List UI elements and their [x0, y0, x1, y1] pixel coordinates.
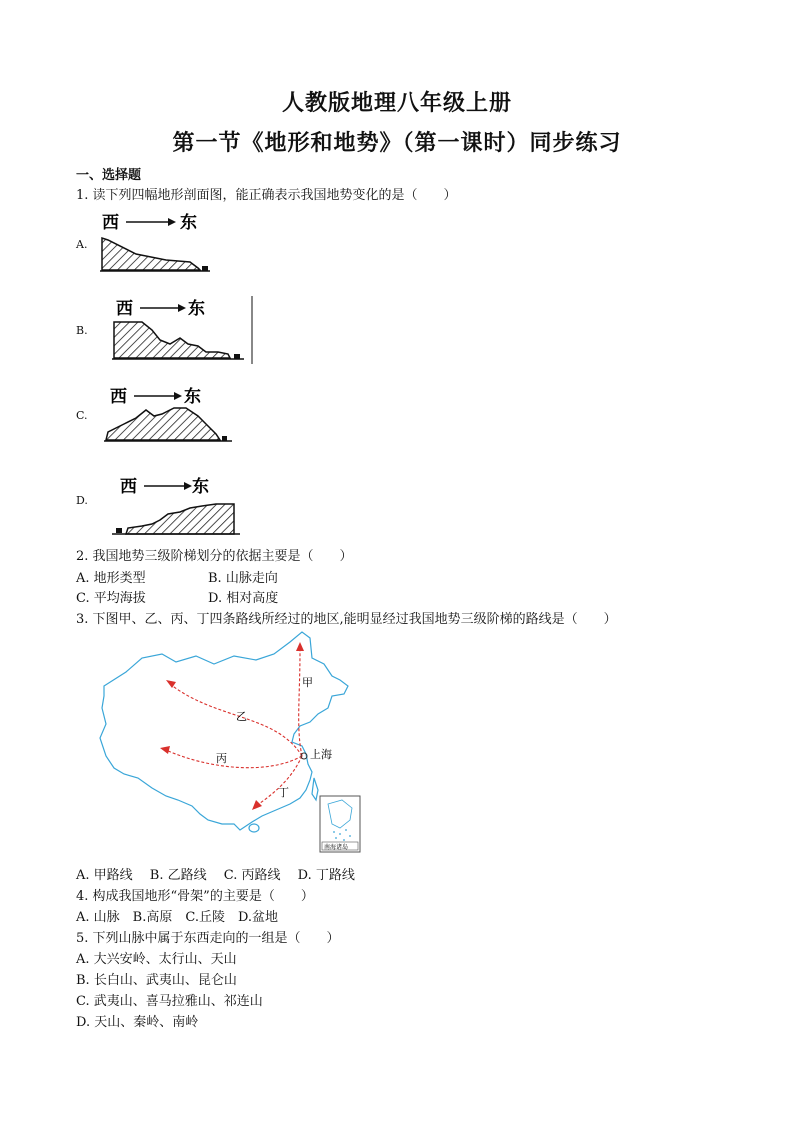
route-jia: [299, 650, 302, 756]
west-label: 西: [120, 477, 137, 496]
q5-stem: 5. 下列山脉中属于东西走向的一组是（ ）: [76, 931, 340, 946]
china-border: [100, 632, 348, 830]
q2-option-a: A. 地形类型: [76, 571, 146, 586]
east-label: 东: [188, 299, 205, 318]
q2-option-d: D. 相对高度: [208, 591, 279, 606]
q3-options: A. 甲路线 B. 乙路线 C. 丙路线 D. 丁路线: [76, 868, 355, 883]
q1-option-a-label: A.: [76, 238, 88, 251]
taiwan-island: [312, 778, 318, 800]
q1-option-d-label: D.: [76, 494, 88, 507]
document-title: 人教版地理八年级上册: [281, 90, 512, 116]
q4-options: A. 山脉 B.高原 C.丘陵 D.盆地: [76, 910, 279, 925]
q2-option-b: B. 山脉走向: [208, 571, 278, 586]
q1-stem: 1. 读下列四幅地形剖面图，能正确表示我国地势变化的是（ ）: [76, 188, 457, 203]
china-route-map: [96, 628, 366, 856]
q5-option-c: C. 武夷山、喜马拉雅山、祁连山: [76, 994, 263, 1009]
q2-options-row1: [76, 567, 278, 586]
profile-figure-d: [108, 468, 248, 540]
west-label: 西: [116, 299, 133, 318]
q5-option-d: D. 天山、秦岭、南岭: [76, 1015, 199, 1030]
west-label: 西: [110, 387, 127, 406]
profile-figure-c: [100, 378, 240, 448]
q2-stem: 2. 我国地势三级阶梯划分的依据主要是（ ）: [76, 549, 353, 564]
q3-stem: 3. 下图甲、乙、丙、丁四条路线所经过的地区,能明显经过我国地势三级阶梯的路线是（ ）: [76, 612, 617, 627]
q5-option-a: A. 大兴安岭、太行山、天山: [76, 952, 237, 967]
shanghai-label: 上海: [310, 749, 332, 761]
q5-option-b: B. 长白山、武夷山、昆仑山: [76, 973, 237, 988]
route-bing: [166, 750, 302, 768]
east-label: 东: [180, 213, 197, 232]
q2-option-c: C. 平均海拔: [76, 591, 146, 606]
document-subtitle: 第一节《地形和地势》（第一课时）同步练习: [172, 130, 622, 156]
route-label-ding: 丁: [278, 787, 289, 799]
west-label: 西: [102, 213, 119, 232]
q1-option-b-label: B.: [76, 324, 88, 337]
east-label: 东: [192, 477, 209, 496]
route-label-yi: 乙: [236, 711, 247, 723]
route-label-jia: 甲: [302, 677, 313, 689]
q1-option-c-label: C.: [76, 409, 88, 422]
profile-figure-b: [108, 292, 258, 366]
hainan-island: [249, 824, 259, 832]
profile-figure-a: [96, 206, 226, 278]
route-label-bing: 丙: [216, 753, 227, 765]
q2-options-row2: [76, 587, 278, 606]
section-heading: 一、选择题: [76, 168, 142, 183]
q4-stem: 4. 构成我国地形“骨架”的主要是（ ）: [76, 889, 314, 904]
east-label: 东: [184, 387, 201, 406]
inset-label: 南海诸岛: [324, 845, 349, 851]
